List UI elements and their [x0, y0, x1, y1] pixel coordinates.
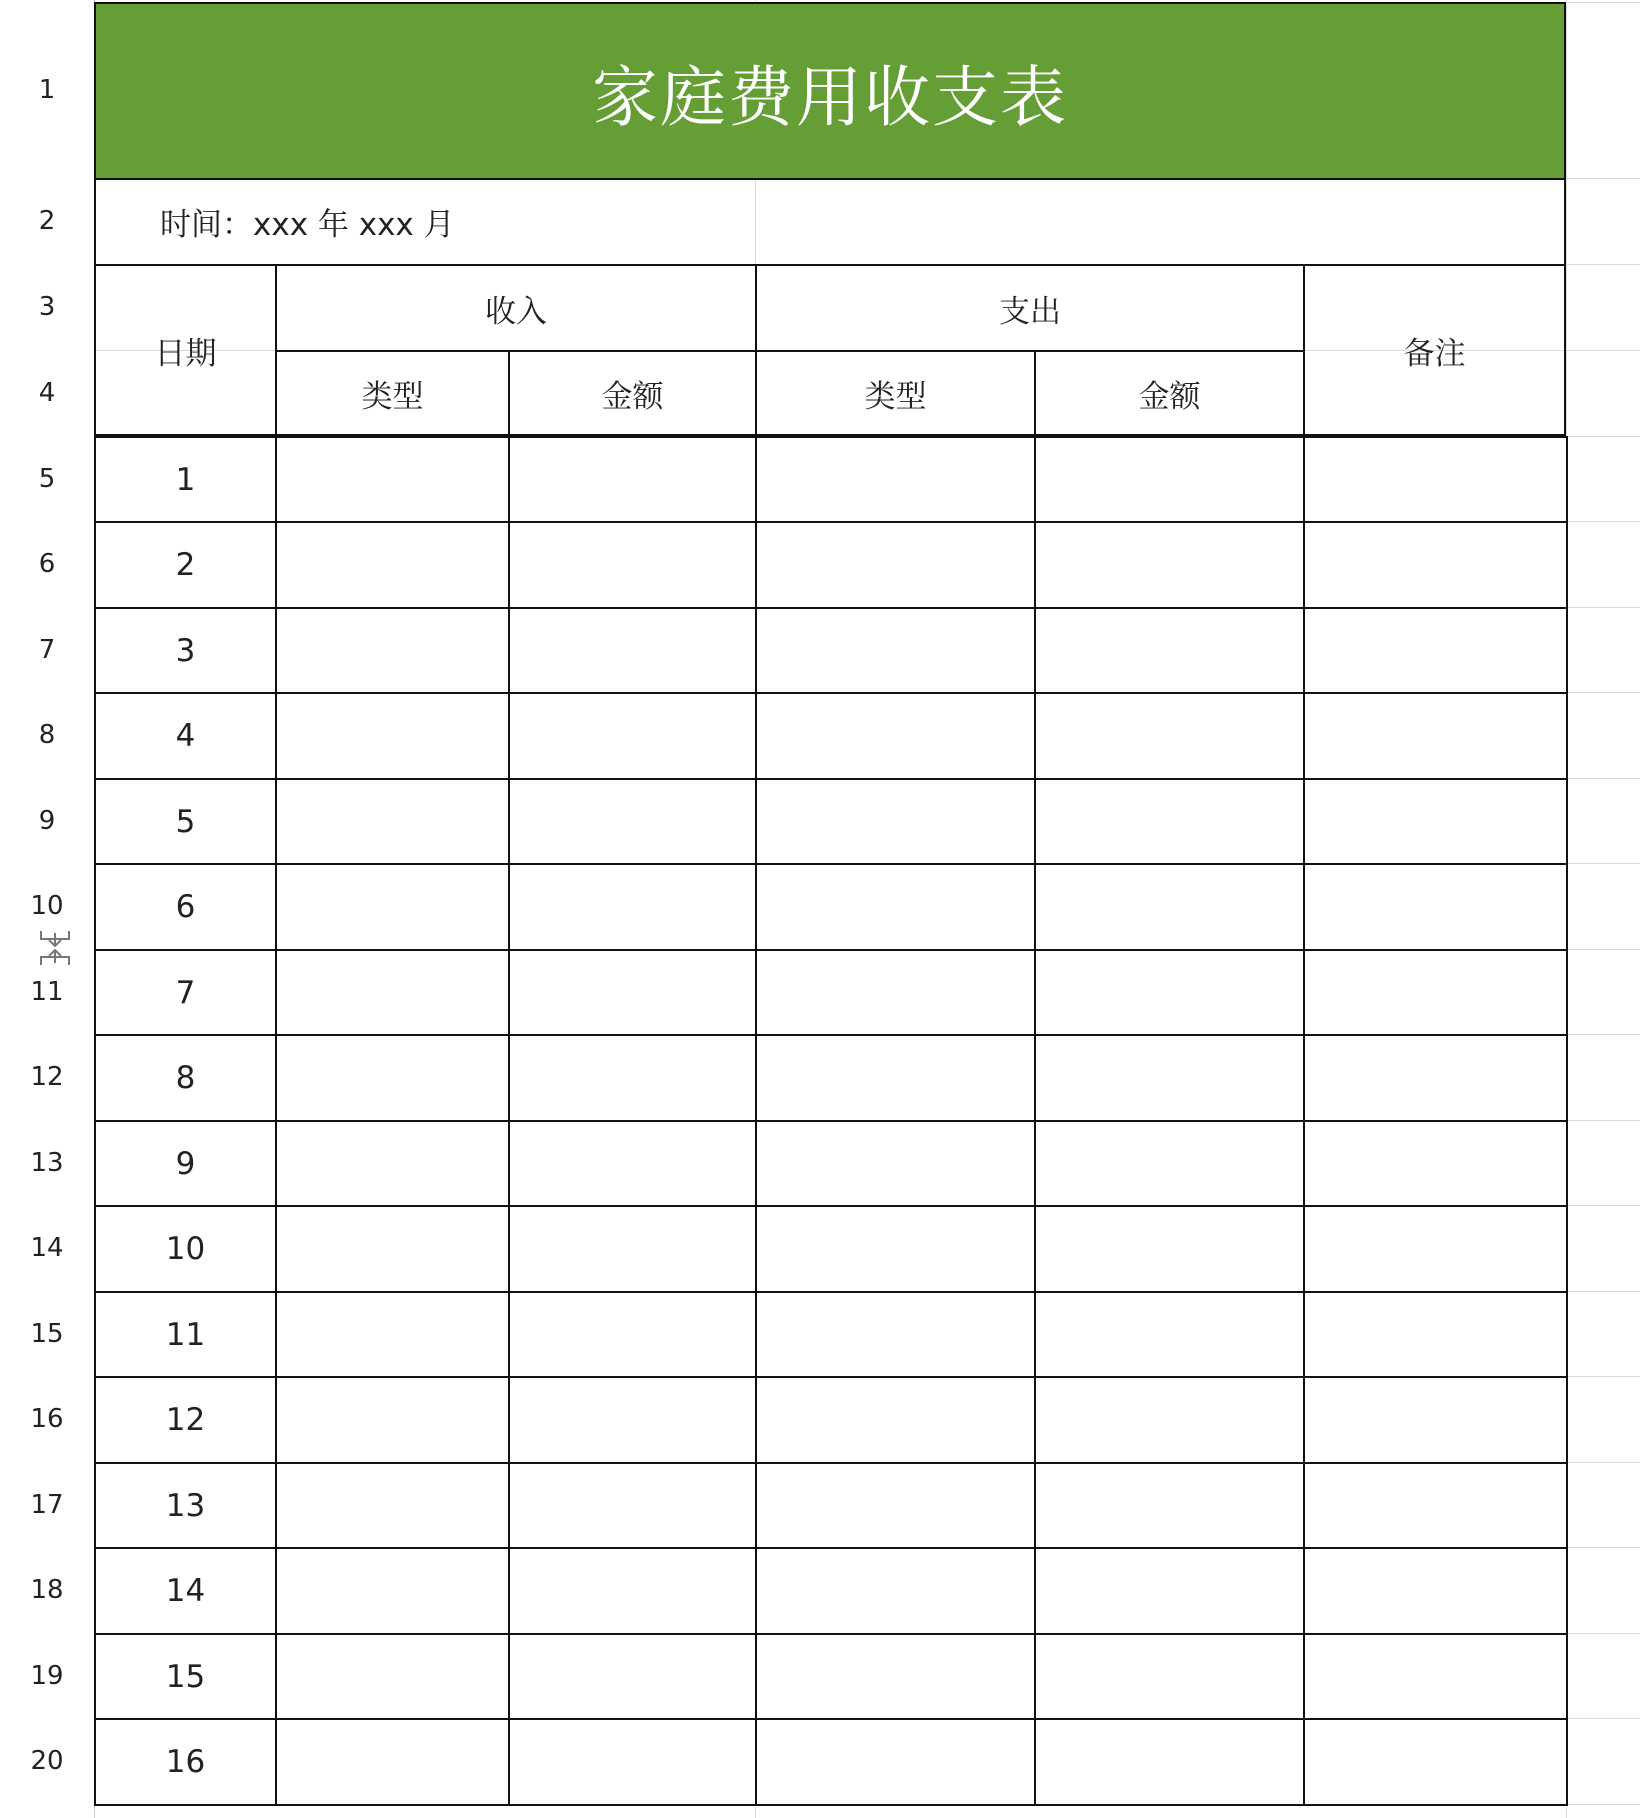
row-header[interactable]: 8 [38, 720, 56, 750]
date-cell[interactable]: 13 [94, 1462, 277, 1549]
note-cell[interactable] [1303, 436, 1568, 523]
row-header[interactable]: 10 [30, 891, 64, 921]
row-header[interactable]: 3 [38, 292, 56, 322]
income-amount-cell[interactable] [508, 1120, 757, 1207]
expense-amount-cell[interactable] [1034, 949, 1305, 1036]
expense-type-cell[interactable] [755, 692, 1036, 780]
note-cell[interactable] [1303, 1547, 1568, 1635]
row-header[interactable]: 18 [30, 1575, 64, 1605]
note-cell[interactable] [1303, 1120, 1568, 1207]
header-income[interactable]: 收入 [275, 264, 757, 352]
income-amount-cell[interactable] [508, 1633, 757, 1720]
income-amount-cell[interactable] [508, 1718, 757, 1806]
header-expense-type[interactable]: 类型 [755, 350, 1036, 436]
note-cell[interactable] [1303, 1034, 1568, 1122]
header-expense[interactable]: 支出 [755, 264, 1305, 352]
income-type-cell[interactable] [275, 1376, 510, 1464]
row-header[interactable]: 4 [38, 378, 56, 408]
row-header[interactable]: 19 [30, 1660, 64, 1691]
expense-amount-cell[interactable] [1034, 436, 1305, 523]
date-cell[interactable]: 5 [94, 778, 277, 865]
row-header[interactable]: 9 [38, 805, 56, 836]
date-cell[interactable]: 3 [94, 607, 277, 694]
income-type-cell[interactable] [275, 521, 510, 609]
expense-amount-cell[interactable] [1034, 863, 1305, 951]
expense-amount-cell[interactable] [1034, 778, 1305, 865]
date-cell[interactable]: 4 [94, 692, 277, 780]
expense-type-cell[interactable] [755, 1718, 1036, 1806]
income-type-cell[interactable] [275, 1633, 510, 1720]
note-cell[interactable] [1303, 1291, 1568, 1378]
date-cell[interactable]: 14 [94, 1547, 277, 1635]
row-header[interactable]: 5 [38, 463, 56, 494]
expense-amount-cell[interactable] [1034, 1633, 1305, 1720]
expense-amount-cell[interactable] [1034, 1376, 1305, 1464]
income-amount-cell[interactable] [508, 436, 757, 523]
date-cell[interactable]: 15 [94, 1633, 277, 1720]
income-amount-cell[interactable] [508, 1034, 757, 1122]
date-cell[interactable]: 2 [94, 521, 277, 609]
row-header[interactable]: 17 [30, 1489, 64, 1520]
expense-amount-cell[interactable] [1034, 692, 1305, 780]
income-type-cell[interactable] [275, 1462, 510, 1549]
income-type-cell[interactable] [275, 863, 510, 951]
income-amount-cell[interactable] [508, 692, 757, 780]
expense-type-cell[interactable] [755, 521, 1036, 609]
expense-type-cell[interactable] [755, 863, 1036, 951]
expense-type-cell[interactable] [755, 949, 1036, 1036]
row-header[interactable]: 20 [30, 1746, 64, 1776]
income-type-cell[interactable] [275, 1205, 510, 1293]
expense-type-cell[interactable] [755, 1120, 1036, 1207]
note-cell[interactable] [1303, 692, 1568, 780]
row-header[interactable]: 12 [30, 1062, 64, 1092]
income-type-cell[interactable] [275, 692, 510, 780]
expense-type-cell[interactable] [755, 1462, 1036, 1549]
note-cell[interactable] [1303, 778, 1568, 865]
income-type-cell[interactable] [275, 949, 510, 1036]
header-income-amount[interactable]: 金额 [508, 350, 757, 436]
note-cell[interactable] [1303, 1462, 1568, 1549]
expense-type-cell[interactable] [755, 607, 1036, 694]
sheet-title[interactable]: 家庭费用收支表 [94, 2, 1566, 180]
note-cell[interactable] [1303, 1633, 1568, 1720]
income-amount-cell[interactable] [508, 1291, 757, 1378]
note-cell[interactable] [1303, 949, 1568, 1036]
income-amount-cell[interactable] [508, 778, 757, 865]
expense-amount-cell[interactable] [1034, 521, 1305, 609]
date-cell[interactable]: 11 [94, 1291, 277, 1378]
row-header[interactable]: 7 [38, 634, 56, 665]
expense-type-cell[interactable] [755, 1205, 1036, 1293]
expense-amount-cell[interactable] [1034, 1205, 1305, 1293]
row-header[interactable]: 1 [38, 75, 56, 105]
expense-amount-cell[interactable] [1034, 607, 1305, 694]
row-header[interactable]: 2 [38, 206, 56, 236]
date-cell[interactable]: 6 [94, 863, 277, 951]
date-cell[interactable]: 1 [94, 436, 277, 523]
income-type-cell[interactable] [275, 778, 510, 865]
row-header[interactable]: 15 [30, 1318, 64, 1349]
expense-amount-cell[interactable] [1034, 1462, 1305, 1549]
row-header[interactable]: 14 [30, 1233, 64, 1263]
income-amount-cell[interactable] [508, 1547, 757, 1635]
income-amount-cell[interactable] [508, 1205, 757, 1293]
expense-amount-cell[interactable] [1034, 1718, 1305, 1806]
note-cell[interactable] [1303, 1376, 1568, 1464]
header-income-type[interactable]: 类型 [275, 350, 510, 436]
income-amount-cell[interactable] [508, 607, 757, 694]
expense-type-cell[interactable] [755, 778, 1036, 865]
note-cell[interactable] [1303, 521, 1568, 609]
time-cell[interactable]: 时间：xxx 年 xxx 月 [94, 178, 1566, 266]
income-type-cell[interactable] [275, 436, 510, 523]
expense-type-cell[interactable] [755, 436, 1036, 523]
income-type-cell[interactable] [275, 1291, 510, 1378]
expense-type-cell[interactable] [755, 1291, 1036, 1378]
expense-amount-cell[interactable] [1034, 1120, 1305, 1207]
expense-type-cell[interactable] [755, 1547, 1036, 1635]
row-header[interactable]: 16 [30, 1404, 64, 1434]
income-amount-cell[interactable] [508, 1462, 757, 1549]
note-cell[interactable] [1303, 863, 1568, 951]
date-cell[interactable]: 10 [94, 1205, 277, 1293]
date-cell[interactable]: 7 [94, 949, 277, 1036]
date-cell[interactable]: 8 [94, 1034, 277, 1122]
note-cell[interactable] [1303, 1718, 1568, 1806]
row-header[interactable]: 6 [38, 549, 56, 579]
expense-amount-cell[interactable] [1034, 1034, 1305, 1122]
header-expense-amount[interactable]: 金额 [1034, 350, 1305, 436]
income-amount-cell[interactable] [508, 1376, 757, 1464]
income-type-cell[interactable] [275, 1120, 510, 1207]
income-type-cell[interactable] [275, 1034, 510, 1122]
income-amount-cell[interactable] [508, 863, 757, 951]
note-cell[interactable] [1303, 607, 1568, 694]
income-amount-cell[interactable] [508, 521, 757, 609]
income-type-cell[interactable] [275, 1547, 510, 1635]
expense-type-cell[interactable] [755, 1034, 1036, 1122]
row-header[interactable]: 13 [30, 1147, 64, 1178]
income-type-cell[interactable] [275, 1718, 510, 1806]
date-cell[interactable]: 9 [94, 1120, 277, 1207]
expense-type-cell[interactable] [755, 1633, 1036, 1720]
date-cell[interactable]: 16 [94, 1718, 277, 1806]
row-header[interactable]: 11 [30, 976, 64, 1007]
expense-amount-cell[interactable] [1034, 1291, 1305, 1378]
header-note[interactable]: 备注 [1303, 264, 1566, 436]
expense-amount-cell[interactable] [1034, 1547, 1305, 1635]
header-date[interactable]: 日期 [94, 264, 277, 436]
note-cell[interactable] [1303, 1205, 1568, 1293]
income-type-cell[interactable] [275, 607, 510, 694]
income-amount-cell[interactable] [508, 949, 757, 1036]
row-resize-icon[interactable] [38, 929, 72, 967]
date-cell[interactable]: 12 [94, 1376, 277, 1464]
expense-type-cell[interactable] [755, 1376, 1036, 1464]
